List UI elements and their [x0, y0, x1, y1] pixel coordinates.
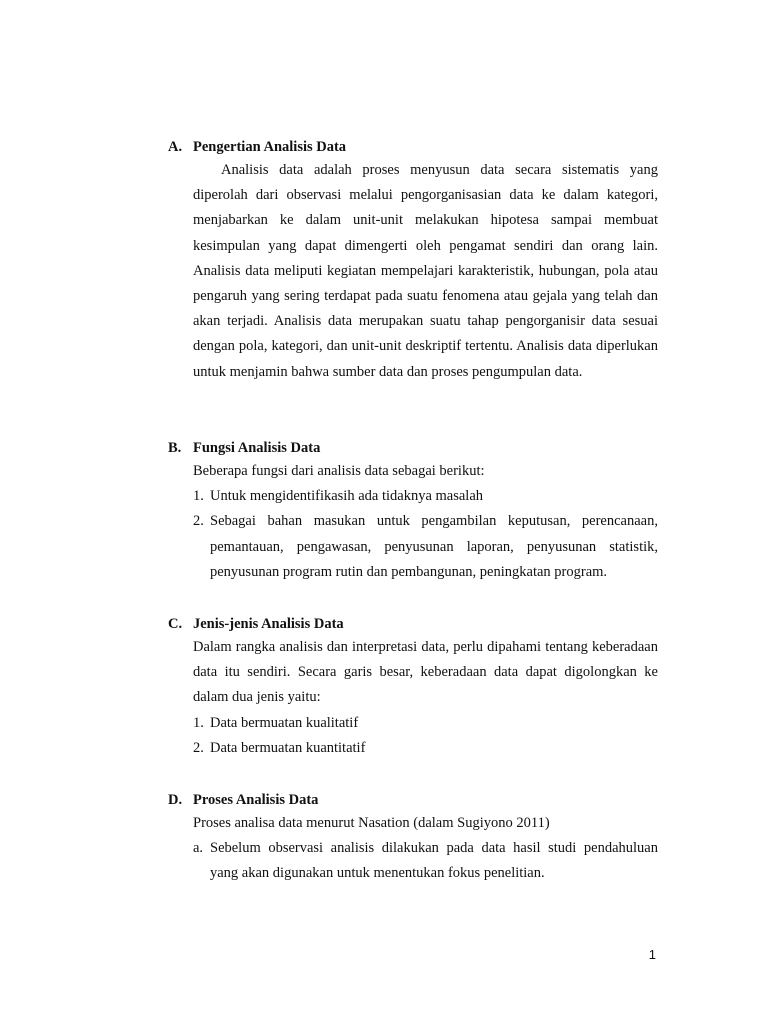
section-b — [168, 437, 658, 585]
section-c-heading — [168, 613, 658, 635]
list-item — [193, 484, 658, 509]
section-a-paragraph-first-line: Analisis data adalah proses menyusun data secara sistematis yang — [221, 162, 658, 178]
list-item — [193, 736, 658, 761]
section-c-title: Jenis-jenis Analisis Data — [193, 616, 344, 632]
list-item — [193, 836, 658, 886]
section-d-title: Proses Analisis Data — [193, 792, 319, 808]
list-item-number: 1. — [193, 488, 204, 505]
section-a-body — [193, 158, 658, 385]
section-a-letter: A. — [168, 139, 183, 155]
list-item-text: Sebagai bahan masukan untuk pengambilan keputusan, perencanaan, pemantauan, pengawasan, penyusunan laporan, penyusunan statistik, penyusunan program rutin dan pembangunan, peningkatan program. — [210, 513, 658, 580]
section-c-intro: Dalam rangka analisis dan interpretasi data, perlu dipahami tentang keberadaan data itu sendiri. Secara garis besar, keberadaan data dapat digolongkan ke dalam dua jenis yaitu: — [193, 639, 658, 706]
list-item-number: 2. — [193, 739, 204, 756]
list-item-number: 2. — [193, 513, 204, 530]
list-item-letter: a. — [193, 840, 204, 857]
section-b-heading — [168, 437, 658, 459]
section-a-paragraph — [193, 158, 658, 385]
section-d-heading — [168, 789, 658, 811]
section-a-paragraph-rest: diperolah dari observasi melalui pengorganisasian data ke dalam kategori, menjabarkan ke dalam unit-unit melakukan hipotesa sampai membuat kesimpulan yang dapat dimengerti oleh pengamat sendiri dan orang lain. Analisis data meliputi kegiatan mempelajari karakteristik, hubungan, pola atau pengaruh yang sering terdapat pada suatu fenomena atau gejala yang telah dan akan terjadi. Analisis data merupakan suatu tahap pengorganisir data sesuai dengan pola, kategori, dan unit-unit deskriptif tertentu. Analisis data diperlukan untuk menjamin bahwa sumber data dan proses pengumpulan data. — [193, 187, 658, 380]
section-b-intro: Beberapa fungsi dari analisis data sebagai berikut: — [193, 463, 485, 479]
section-d — [168, 789, 658, 887]
page-number: 1 — [648, 947, 656, 962]
section-d-letter: D. — [168, 792, 183, 808]
section-c-body — [193, 635, 658, 761]
section-d-body — [193, 811, 658, 887]
list-item-text: Sebelum observasi analisis dilakukan pada data hasil studi pendahuluan yang akan digunakan untuk menentukan fokus penelitian. — [210, 840, 658, 882]
list-item-text: Data bermuatan kuantitatif — [210, 739, 366, 756]
section-c-letter: C. — [168, 616, 183, 632]
section-b-letter: B. — [168, 440, 182, 456]
list-item — [193, 509, 658, 585]
list-item — [193, 711, 658, 736]
list-item-text: Data bermuatan kualitatif — [210, 714, 359, 731]
section-a-title: Pengertian Analisis Data — [193, 139, 347, 155]
list-item-text: Untuk mengidentifikasih ada tidaknya masalah — [210, 488, 484, 505]
section-a-heading — [168, 136, 658, 158]
section-b-body — [193, 459, 658, 585]
section-c — [168, 613, 658, 761]
section-b-title: Fungsi Analisis Data — [193, 440, 321, 456]
section-d-intro: Proses analisa data menurut Nasation (dalam Sugiyono 2011) — [193, 815, 550, 831]
section-a — [168, 136, 658, 385]
list-item-number: 1. — [193, 714, 204, 731]
